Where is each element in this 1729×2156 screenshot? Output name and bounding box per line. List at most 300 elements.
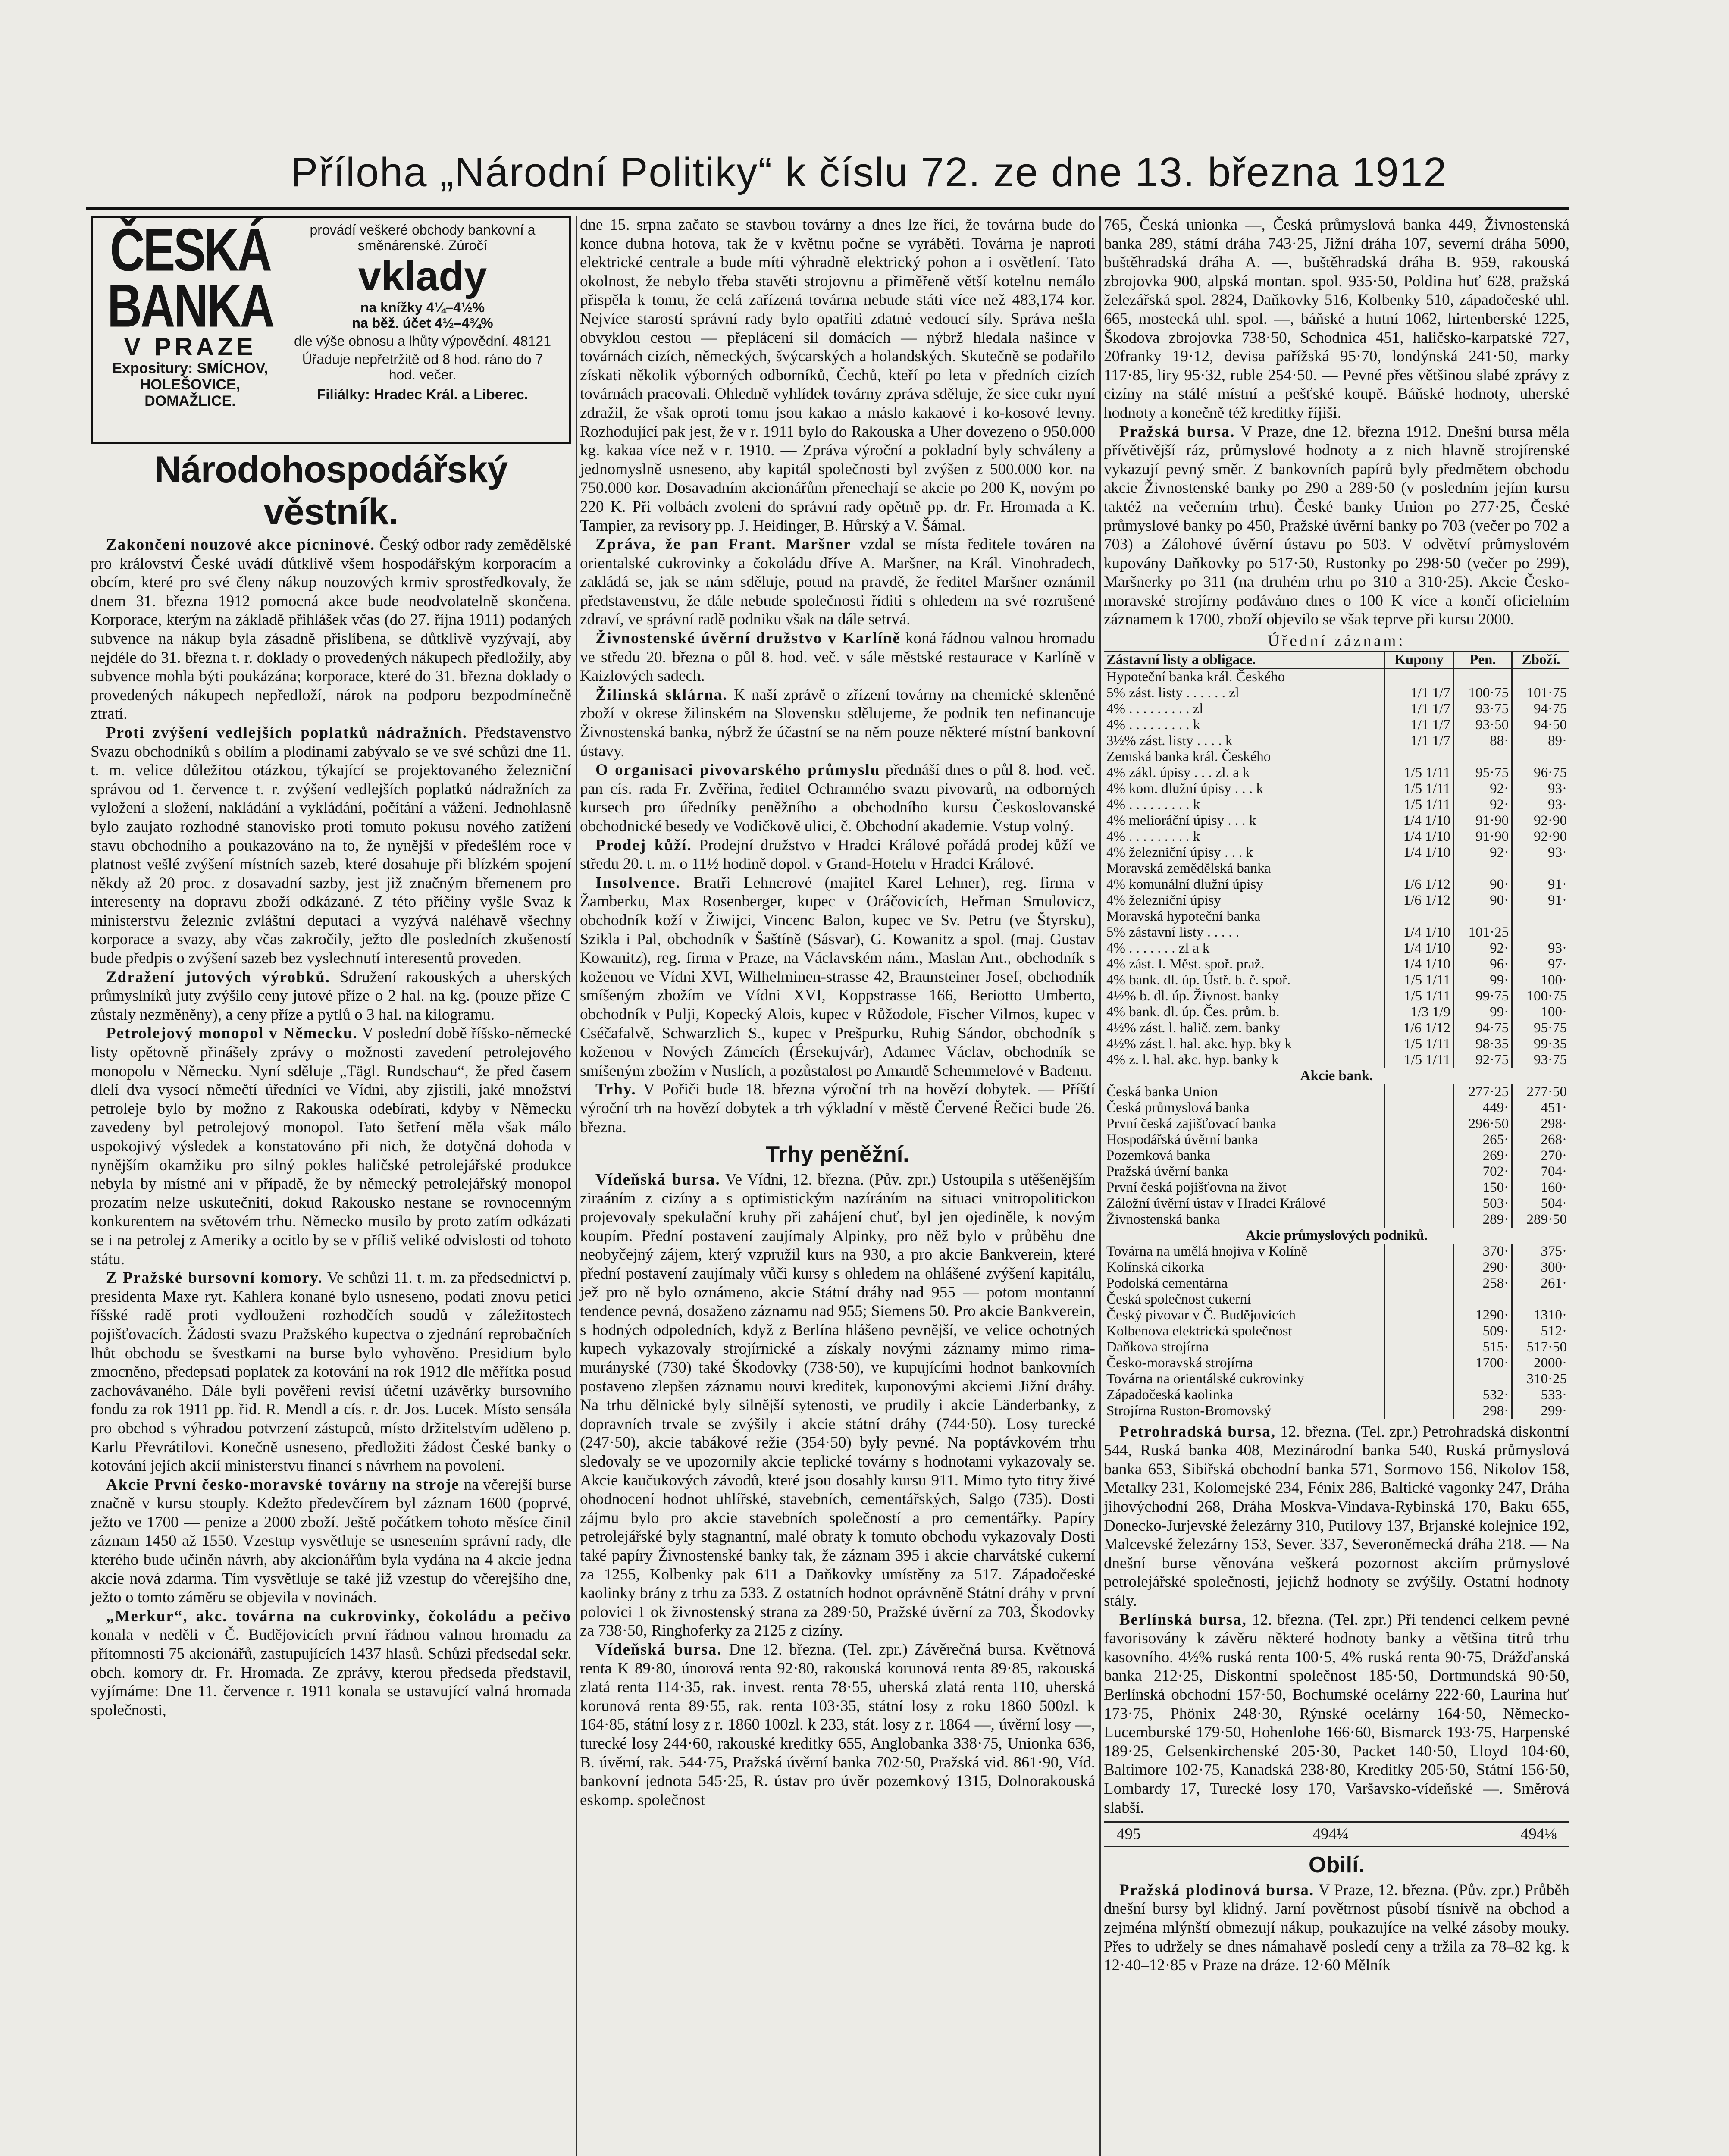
table-cell-zbozi: 533· xyxy=(1512,1387,1569,1403)
table-cell-zbozi: 99·35 xyxy=(1512,1036,1569,1052)
article-text: V Praze, dne 12. března 1912. Dnešní bursa měla přívětivější ráz, průmyslové hodnoty a z nich hlavně strojírenské vykazují pevný směr. Z bankovních papírů byly předmětem obchodu akcie Živnostenské banky po 290 a 289·50 (v posledním jejím kursu taktéž na večerním trhu). České banky Union po 277·25, České průmyslové banky po 450, Pražské úvěrní banky po 703 (večer po 702 a 703) a Zálohové úvěrní ústavu po 503. V odvětví průmyslovém kupovány Daňkovky po 517·50, Rustonky po 298·50 (večer po 299), Maršnerky po 311 (na druhém trhu po 310 a 310·25). Akcie Česko-moravské strojírny podáváno dnes o 100 K více a končí oficielním záznamem k 1700, zboží objevilo se však teprve při kursu 2000. xyxy=(1104,423,1569,629)
article-text: koná řádnou valnou hromadu ve středu 20. března o půl 8. hod. več. v sále městské restaurace v Karlíně v Kaizlových sadech. xyxy=(580,630,1096,685)
closing-mid: 494¼ xyxy=(1312,1825,1349,1843)
article-text: Dne 12. března. (Tel. zpr.) Závěrečná bursa. Květnová renta K 89·80, únorová renta 92·80, rakouská korunová renta 89·85, rakouská zlatá renta 114·35, rak. invest. renta 78·55, uherská zlatá renta 110, uherská korunová renta 89·55, rak. renta 103·35, státní losy z roku 1860 500zl. k 164·85, státní losy z r. 1860 100zl. k 233, stát. losy z r. 1864 —, úvěrní losy —, turecké losy 244·60, rakouské kreditky 655, Anglobanka 338·75, Unionka 636, B. úvěrní, rak. 544·75, Pražská úvěrní banka 702·50, Pražská vid. 861·90, Víd. bankovní jednota 545·25, R. ústav pro úvěr pozemkový 1315, Dolnorakouská eskomp. společnost xyxy=(580,1640,1095,1809)
table-cell-kupony: 1/1 1/7 xyxy=(1384,701,1453,717)
table-cell-zbozi: 93·75 xyxy=(1512,1052,1569,1068)
table-cell-pen: 90· xyxy=(1453,893,1512,909)
article xyxy=(580,535,1095,629)
table-cell-pen: 290· xyxy=(1453,1260,1512,1275)
table-header: Kupony xyxy=(1384,651,1453,668)
table-cell-pen: 503· xyxy=(1453,1196,1512,1212)
table-cell-pen xyxy=(1453,1291,1512,1307)
table-cell-zbozi: 270· xyxy=(1512,1148,1569,1164)
table-cell-name: Pozemková banka xyxy=(1106,1147,1211,1163)
table-cell-zbozi: 100· xyxy=(1512,972,1569,988)
table-row xyxy=(1104,909,1569,924)
article-title: Trhy. xyxy=(595,1081,636,1099)
table-header-row xyxy=(1104,651,1569,668)
table-cell-kupony: 1/4 1/10 xyxy=(1384,813,1453,829)
bank-advertisement xyxy=(91,216,571,444)
article-text: Prodejní družstvo v Hradci Králové pořádá prodej kůží ve středu 20. t. m. o 11½ hodině dopol. v Grand-Hotelu v Hradci Králové. xyxy=(580,836,1096,873)
table-cell-name: Český pivovar v Č. Budějovicích xyxy=(1106,1307,1296,1323)
rate-accounts: na běž. účet 4½–4¾% xyxy=(352,315,493,331)
table-cell-zbozi xyxy=(1512,668,1569,685)
table-section-row xyxy=(1104,1228,1569,1244)
article-text: Bratři Lehncrové (majitel Karel Lehner), reg. firma v Žamberku, Max Rosenberger, kupec v Oráčovicích, Heřman Smulovicz, obchodník koží v Žiwijci, Vincenc Balon, kupec ve Sv. Petru (ve Štyrsku), Szikla i Pal, obchodník v Šaštíně (Sásvar), G. Kowanitz a spol. (maj. Gustav Kowanitz), reg. firma v Praze, na Václavském nám., Maslan Ant., obchodník s koženou ve Vídni XVI, Wilhelminen-strasse 42, Braunsteiner Josef, obchodník smíšeným zbožím ve Vídni XVI, Koppstrasse 166, Beriotto Umberto, obchodník v Pulji, Kopecký Alois, kupec v Růžodole, Fischer Vilmos, kupec v Cséčafalvě, Schwarzlich S., kupec v Prešpurku, Ruhig Sándor, obchodník s koženou v Nových Zámcích (Érsekujvár), Adamec Václav, obchodník se smíšeným zbožím v Nuslích, a pozůstalost po Amandě Schemmelové v Badenu. xyxy=(580,874,1096,1080)
article-title: Žilinská sklárna. xyxy=(595,686,728,704)
table-cell-pen: 370· xyxy=(1453,1244,1512,1260)
article-text: Ve schůzi 11. t. m. za předsednictví p. presidenta Maxe ryt. Kahlera konané bylo usneseno, podati znovu petici říšské radě proti vydlouženi rozhodčích soudů v záležitostech pojišťovacích. Žádosti svazu Pražského kupectva o zjednání reprobačních lhůt obchodu se švestkami na burse bylo vyhověno. Presidium bylo zmocněno, předepsati poplatek za kotování na rok 1912 dle měřítka posud zachovávaného. Dále byli pověřeni revisí účetní uzávěrky bursovního fondu za rok 1911 pp. řid. R. Mendl a cís. r. dr. Jos. Lucek. Místo sensála pro obchod s výhradou potvrzení zástupců, místo držitelstvím uděleno p. Karlu Převrátilovi. Konečně usneseno, předložiti žádost České banky o kotování jejích akcií ministerstvu financí s návrhem na povolení. xyxy=(91,1269,571,1475)
table-cell-kupony: 1/5 1/11 xyxy=(1384,1052,1453,1068)
table-row xyxy=(1104,1180,1569,1196)
table-row xyxy=(1104,1100,1569,1116)
table-cell-kupony xyxy=(1384,1387,1453,1403)
bank-city: V PRAZE xyxy=(124,333,257,361)
table-section-row xyxy=(1104,1068,1569,1084)
table-cell-name: 4% komunální dlužní úpisy xyxy=(1106,876,1263,892)
closing-right: 494⅛ xyxy=(1520,1825,1557,1843)
table-cell-name: 5% zástavní listy . . . . . xyxy=(1106,924,1239,940)
table-cell-zbozi: 517·50 xyxy=(1512,1339,1569,1355)
article-title: Vídeňská bursa. xyxy=(595,1171,720,1189)
table-cell-kupony: 1/1 1/7 xyxy=(1384,685,1453,701)
closing-left: 495 xyxy=(1117,1825,1141,1843)
table-cell-name: Kolbenova elektrická společnost xyxy=(1106,1323,1292,1339)
table-cell-kupony xyxy=(1384,1164,1453,1180)
table-cell-name: 4% železniční úpisy . . . k xyxy=(1106,844,1253,860)
table-cell-pen: 702· xyxy=(1453,1164,1512,1180)
article xyxy=(580,216,1095,535)
table-row xyxy=(1104,1260,1569,1275)
table-cell-name: Hypoteční banka král. Českého xyxy=(1106,669,1285,685)
article-title: Z Pražské bursovní komory. xyxy=(106,1269,323,1287)
table-row xyxy=(1104,1291,1569,1307)
table-cell-pen: 92· xyxy=(1453,940,1512,956)
table-cell-pen: 1700· xyxy=(1453,1355,1512,1371)
table-row xyxy=(1104,797,1569,813)
article-text: vzdal se místa ředitele továren na orientalské cukrovinky a čokoládu dříve A. Maršner, na Král. Vinohradech, zakládá se, jak se nám sděluje, potud na pravdě, že ředitel Maršner oznámil představenstvu, že dále nebude společnosti říditi s ohledem na své rozrušené zdraví, ve správní radě podniku však na dále setrvá. xyxy=(580,536,1095,629)
table-cell-kupony xyxy=(1384,909,1453,924)
table-cell-name: Daňkova strojírna xyxy=(1106,1339,1209,1355)
table-row xyxy=(1104,924,1569,940)
table-cell-zbozi: 160· xyxy=(1512,1180,1569,1196)
table-cell-zbozi: 277·50 xyxy=(1512,1084,1569,1100)
table-row xyxy=(1104,765,1569,781)
table-cell-name: Továrna na orientálské cukrovinky xyxy=(1106,1371,1304,1387)
table-row xyxy=(1104,685,1569,701)
table-cell-kupony xyxy=(1384,1132,1453,1148)
table-cell-name: 4% . . . . . . . . . k xyxy=(1106,796,1200,812)
table-cell-zbozi: 375· xyxy=(1512,1244,1569,1260)
article-text: V Praze, 12. března. (Pův. zpr.) Průběh dnešní bursy byl klidný. Jarní povětrnost působí tísnivě na obchod a zejména mlýnští obmezují nákup, poukazujíce na velké zásoby mouky. Přes to udržely se dnes námahavě posledí ceny a tržila za 78–82 kg. k 12·40–12·85 v Praze na dráze. 12·60 Mělník xyxy=(1104,1881,1569,1974)
table-cell-pen: 1290· xyxy=(1453,1307,1512,1323)
table-cell-kupony: 1/1 1/7 xyxy=(1384,733,1453,749)
table-cell-name: Česká banka Union xyxy=(1106,1084,1218,1100)
table-cell-zbozi: 261· xyxy=(1512,1275,1569,1291)
table-cell-pen xyxy=(1453,749,1512,765)
table-cell-kupony: 1/5 1/11 xyxy=(1384,972,1453,988)
table-cell-kupony: 1/5 1/11 xyxy=(1384,765,1453,781)
table-cell-name: Pražská úvěrní banka xyxy=(1106,1163,1228,1179)
vklady-label: vklady xyxy=(358,253,487,299)
table-cell-zbozi: 268· xyxy=(1512,1132,1569,1148)
table-cell-pen: 90· xyxy=(1453,877,1512,893)
table-row xyxy=(1104,1275,1569,1291)
table-cell-pen: 92· xyxy=(1453,797,1512,813)
table-cell-kupony xyxy=(1384,1100,1453,1116)
table-cell-name: První česká zajišťovací banka xyxy=(1106,1116,1277,1131)
article xyxy=(91,1607,571,1720)
table-cell-zbozi: 101·75 xyxy=(1512,685,1569,701)
table-cell-zbozi: 91· xyxy=(1512,877,1569,893)
table-cell-zbozi: 299· xyxy=(1512,1403,1569,1419)
col1-articles xyxy=(91,536,571,1720)
table-row xyxy=(1104,956,1569,972)
article-text: Ve Vídni, 12. března. (Pův. zpr.) Ustoupila s utěšenějším ziraáním z cizíny a s optimistickým nazíráním na situaci vnitropolitickou projevovaly spekulační kruhy při zahájení chuť, byl jen ojediněle, k novým koupím. Přední postavení zaujímaly Alpinky, pro něž bylo v průběhu dne neobyčejný zájem, který vzpružil kurs na 930, a pro akcie Bankverein, které přední postavení zaujímaly vůči kursy s ohledem na ohlášené zvýšení kapitálu, jež pro ně bylo oznámeno, akcie Státní dráhy nad 955 — potom montanní tendence pevná, dosaženo záznamu nad 955; Siemens 50. Pro akcie Bankverein, s hodných odpoledních, když z Berlína hlášeno pevnější, ve velice ochotných kupech vykazovaly strojírnické a získaly novými záznamy mimo rima-murányské (730) také Škodovky (738·50), ve kupujícími hodnot bankovních postaveno zlepšen záznamu nouvi kreditek, kuponovými akciemi Jižní dráhy. Na trhu dělnické byly silnější sytenosti, ve prudily i akcie Länderbanky, z dopravních trvale se zvýšily i akcie státní dráhy (744·50). Losy turecké (247·50), akcie tabákové režie (354·50) byly pevné. Na poptávkovém trhu sledovaly se ve upozornily akcie teplické továrny s hodnotami vykazovaly se. Akcie kaučukových závodů, které jsou dosahly kursu 911. Mimo tyto titry živé ohodnocení hodnot uhlířské, stavebních, cementářských, Salgo (735). Dosti zájmu bylo pro akcie stavebních společností a pro cementářky. Papíry petrolejářské byly stagnantní, malé obraty k tomuto obchodu vykazovaly Dosti také papíry Živnostenské banky tak, že záznam 395 i akcie charvátské cukerní za 1255, Kolbenky pak 611 a Daňkovky umístěny za 517. Západočeské kaolinky brány z trhu za 533. Z ostatních hodnot oprávněně Státní dráhy v první polovici 1 ok živnostenský strana za 289·50, Pražské úvěrní za 703, Škodovky za 738·50, Ringhoferky za 2125 z cizíny. xyxy=(580,1171,1096,1640)
article-title: Vídeňská bursa. xyxy=(595,1640,722,1658)
rate-books: na knížky 4¼–4½% xyxy=(360,300,485,315)
table-cell-name: 4½% b. dl. úp. Živnost. banky xyxy=(1106,988,1279,1004)
article-title: Zdražení jutových výrobků. xyxy=(106,968,331,986)
table-cell-pen: 93·50 xyxy=(1453,717,1512,733)
table-cell-name: Česko-moravská strojírna xyxy=(1106,1355,1253,1371)
table-cell-pen: 100·75 xyxy=(1453,685,1512,701)
table-cell-kupony xyxy=(1384,749,1453,765)
table-cell-zbozi: 93· xyxy=(1512,781,1569,797)
table-cell-zbozi: 310·25 xyxy=(1512,1371,1569,1387)
column-divider-1 xyxy=(576,216,577,2156)
table-cell-pen: 296·50 xyxy=(1453,1116,1512,1132)
table-cell-name: 4% bank. dl. úp. Čes. prům. b. xyxy=(1106,1004,1280,1020)
table-row xyxy=(1104,1052,1569,1068)
table-cell-pen: 509· xyxy=(1453,1323,1512,1339)
table-cell-name: 4% železniční úpisy xyxy=(1106,892,1221,908)
table-row xyxy=(1104,1355,1569,1371)
table-row xyxy=(1104,861,1569,877)
table-cell-kupony xyxy=(1384,668,1453,685)
table-cell-pen: 98·35 xyxy=(1453,1036,1512,1052)
article-title: Živnostenské úvěrní družstvo v Karlíně xyxy=(595,630,901,648)
table-cell-name: 4% melioráční úpisy . . . k xyxy=(1106,812,1256,828)
table-row xyxy=(1104,1004,1569,1020)
table-row xyxy=(1104,940,1569,956)
table-title: Úřední záznam: xyxy=(1268,632,1406,650)
obili-heading: Obilí. xyxy=(1309,1852,1365,1877)
table-cell-name: Česká průmyslová banka xyxy=(1106,1100,1250,1116)
column-1 xyxy=(91,216,571,1720)
table-row xyxy=(1104,845,1569,861)
table-row xyxy=(1104,717,1569,733)
article-text: 12. března. (Tel. zpr.) Při tendenci celkem pevné favorisovány k závěru některé hodnoty banky a většina titrů trhu kasovního. 4½% ruská renta 100·5, 4% ruská renta 90·75, Drážďanská banka 212·25, Diskontní společnost 185·50, Dortmundská 90·50, Berlínská obchodní 157·50, Bochumské ocelárny 222·60, Laurina huť 173·75, Phönix 248·30, Rýnské ocelárny 164·50, Německo-Lucemburské 179·50, Hohenlohe 166·60, Bismarck 193·75, Harpenské 189·25, Gelsenkirchenské 205·30, Packet 140·50, Lloyd 104·60, Baltimore 102·75, Kanadská 238·80, Kreditky 205·50, Státní 156·50, Lombardy 17, Turecké losy 170, Varšavsko-vídeňské —. Směrová slabší. xyxy=(1104,1611,1569,1817)
table-row xyxy=(1104,813,1569,829)
table-cell-zbozi: 298· xyxy=(1512,1116,1569,1132)
column-2 xyxy=(580,216,1095,1809)
table-cell-zbozi: 300· xyxy=(1512,1260,1569,1275)
table-cell-kupony: 1/6 1/12 xyxy=(1384,893,1453,909)
table-cell-zbozi: 97· xyxy=(1512,956,1569,972)
table-cell-zbozi: 92·90 xyxy=(1512,829,1569,845)
table-row xyxy=(1104,1148,1569,1164)
table-cell-pen xyxy=(1453,668,1512,685)
table-cell-kupony: 1/6 1/12 xyxy=(1384,1020,1453,1036)
table-row xyxy=(1104,1036,1569,1052)
article xyxy=(91,968,571,1025)
table-cell-name: Zemská banka král. Českého xyxy=(1106,749,1271,765)
table-row xyxy=(1104,668,1569,685)
table-header: Zboží. xyxy=(1512,651,1569,668)
column-divider-2 xyxy=(1099,216,1101,2156)
table-cell-zbozi xyxy=(1512,924,1569,940)
table-cell-kupony xyxy=(1384,1196,1453,1212)
article-title: Insolvence. xyxy=(595,874,681,892)
article xyxy=(580,761,1095,836)
article-title: Proti zvýšení vedlejších poplatků nádražních. xyxy=(106,724,468,742)
table-cell-name: 4% . . . . . . . . . k xyxy=(1106,717,1200,733)
table-row xyxy=(1104,733,1569,749)
table-cell-pen: 101·25 xyxy=(1453,924,1512,940)
table-row xyxy=(1104,701,1569,717)
table-cell-name: Továrna na umělá hnojiva v Kolíně xyxy=(1106,1243,1307,1259)
table-cell-kupony: 1/6 1/12 xyxy=(1384,877,1453,893)
ad-left xyxy=(95,216,285,409)
table-row xyxy=(1104,1323,1569,1339)
table-cell-kupony: 1/5 1/11 xyxy=(1384,988,1453,1004)
table-cell-name: Živnostenská banka xyxy=(1106,1211,1220,1227)
article-title: Petrohradská bursa, xyxy=(1119,1423,1276,1441)
table-cell-kupony xyxy=(1384,1084,1453,1100)
table-cell-pen: 150· xyxy=(1453,1180,1512,1196)
article xyxy=(91,1024,571,1269)
table-cell-name: Česká společnost cukerní xyxy=(1106,1291,1251,1307)
table-cell-name: Kolínská cikorka xyxy=(1106,1259,1204,1275)
table-row xyxy=(1104,877,1569,893)
table-row xyxy=(1104,1307,1569,1323)
table-cell-pen: 265· xyxy=(1453,1132,1512,1148)
table-cell-kupony xyxy=(1384,1212,1453,1228)
article xyxy=(580,686,1095,761)
table-cell-zbozi: 704· xyxy=(1512,1164,1569,1180)
table-cell-pen xyxy=(1453,1371,1512,1387)
article-title: „Merkur“, akc. továrna na cukrovinky, čokoládu a pečivo xyxy=(106,1607,571,1625)
table-row xyxy=(1104,1020,1569,1036)
article xyxy=(580,1170,1095,1640)
table-row xyxy=(1104,1339,1569,1355)
table-row xyxy=(1104,893,1569,909)
header-rule xyxy=(86,207,1569,210)
table-cell-kupony: 1/4 1/10 xyxy=(1384,940,1453,956)
table-cell-pen: 92·75 xyxy=(1453,1052,1512,1068)
table-cell-pen: 91·90 xyxy=(1453,829,1512,845)
article xyxy=(1104,423,1569,630)
article-title: Zakončení nouzové akce pícninové. xyxy=(106,536,375,554)
column-3 xyxy=(1104,216,1569,1975)
article xyxy=(1104,1611,1569,1818)
table-cell-kupony xyxy=(1384,1275,1453,1291)
table-cell-zbozi xyxy=(1512,1291,1569,1307)
table-cell-name: 4% . . . . . . . . . zl xyxy=(1106,701,1203,717)
article xyxy=(580,1640,1095,1809)
table-header: Pen. xyxy=(1453,651,1512,668)
article-text: V poslední době říšsko-německé listy opětovně přinášely zprávy o možnosti zavedení petrolejového monopolu v Německu. Nyní sděluje „Tägl. Rundschau“, že před časem dlelí dva vysocí němečtí úředníci ve Vídni, aby zjistili, jaké množství petroleje bylo by možno z Rakouska odebírati, kdyby v Německu zavedeny byl petrolejový monopol. Tato šetření měla však málo uspokojivý výsledek a konstatováno při nich, že dotyčná dohoda v nynějším okamžiku pro silný pokles haličské petrolejářské produkce nebyla by místné ani v případě, že by německý petrolejářský monopol prozatím nelze uskutečniti, dokud Rakousko nestane se rovnocenným konkurentem na světovém trhu. Německo musilo by proto zatím odkázati se i na petrolej z Ameriky a ocitlo by se v příliš veliké odvislosti od tohoto státu. xyxy=(91,1025,571,1268)
article-text: K naší zprávě o zřízení továrny na chemické skleněné zboží v okrese žilinském na Slovensku sdělujeme, že podnik ten nefinancuje Živnostenská banka, nýbrž že účastní se na něm pouze některé místní bankovní ústavy. xyxy=(580,686,1095,760)
table-cell-pen: 92· xyxy=(1453,781,1512,797)
table-cell-zbozi: 89· xyxy=(1512,733,1569,749)
table-row xyxy=(1104,1116,1569,1132)
article xyxy=(580,629,1095,686)
table-cell-zbozi: 94·75 xyxy=(1512,701,1569,717)
table-cell-name: Moravská zemědělská banka xyxy=(1106,860,1271,876)
table-cell-pen: 298· xyxy=(1453,1403,1512,1419)
filialky: Filiálky: Hradec Král. a Liberec. xyxy=(317,386,528,402)
table-cell-name: Hospodářská úvěrní banka xyxy=(1106,1131,1258,1147)
table-cell-zbozi xyxy=(1512,861,1569,877)
bank-expositury: Expositury: SMÍCHOV, HOLEŠOVICE, DOMAŽLICE. xyxy=(112,360,268,409)
table-cell-kupony xyxy=(1384,1180,1453,1196)
table-cell-kupony xyxy=(1384,1260,1453,1275)
table-cell-name: 4% zákl. úpisy . . . zl. a k xyxy=(1106,765,1250,780)
table-cell-zbozi: 91· xyxy=(1512,893,1569,909)
table-cell-kupony xyxy=(1384,1244,1453,1260)
table-section-label: Akcie průmyslových podniků. xyxy=(1245,1227,1428,1243)
table-cell-name: 4½% zást. l. halič. zem. banky xyxy=(1106,1020,1281,1036)
table-row xyxy=(1104,1196,1569,1212)
header-title: Příloha „Národní Politiky“ k číslu 72. ze dne 13. března 1912 xyxy=(290,149,1447,195)
article xyxy=(580,1080,1095,1137)
table-cell-name: 4% . . . . . . . zl a k xyxy=(1106,940,1210,956)
section-heading: Národohospodářský věstník. xyxy=(154,449,508,533)
article-text: Český odbor rady zemědělské pro království České uvádí důtklivě všem hospodářským korporacím a obcím, které pro své členy nákup nouzových krmiv sprostředkovaly, že dnem 31. března 1912 pomocná akce bude neodvolatelně skončena. Korporace, kterým na základě přihlášek včas (do 27. října 1911) podaných subvence na nákup byla zásadně přislíbena, se důtklivě vyzývají, aby nejdéle do 31. března t. r. doklady o provedených nákupech předložily, aby subvence mohla býti poukázána; korporace, které do 31. března doklady o provedených nákupech nepředloží, nárok na podporu bezpodmínečně ztratí. xyxy=(91,536,571,723)
table-row xyxy=(1104,1387,1569,1403)
table-cell-kupony: 1/5 1/11 xyxy=(1384,1036,1453,1052)
office-hours: Úřaduje nepřetržitě od 8 hod. ráno do 7 hod. večer. xyxy=(302,351,543,382)
article-title: Berlínská bursa, xyxy=(1119,1611,1247,1629)
table-cell-name: Moravská hypoteční banka xyxy=(1106,908,1261,924)
article-text: V Pořiči bude 18. března výroční trh na hovězí dobytek. — Příští výroční trh na hovězí dobytek a trh výkladní v městě Červené Řečici bude 26. března. xyxy=(580,1081,1095,1136)
article-title: Zpráva, že pan Frant. Maršner xyxy=(595,536,851,554)
table-cell-kupony xyxy=(1384,1403,1453,1419)
table-cell-pen: 532· xyxy=(1453,1387,1512,1403)
table-cell-name: Podolská cementárna xyxy=(1106,1275,1228,1291)
article-text: na včerejší burse značně v kursu stouply. Kdežto předevčírem byl záznam 1600 (poprvé, ježto ve 1700 — penize a 2000 zboží. Ještě počátkem tohoto měsíce činil záznam 1450 až 1550. Vzestup vysvětluje se usnesením správní rady, dle kterého bude učiněn návrh, aby akcionářům byla vydána na 4 akcie jedna akcie nová zdarma. Tím vysvětluje se také již vzestup do včerejšího dne, ježto o tomto záměru se objevila v novinách. xyxy=(91,1476,571,1607)
article xyxy=(1104,216,1569,423)
article xyxy=(91,724,571,968)
table-cell-zbozi: 93· xyxy=(1512,797,1569,813)
table-cell-name: Strojírna Ruston-Bromovský xyxy=(1106,1403,1272,1419)
table-cell-pen: 94·75 xyxy=(1453,1020,1512,1036)
article-text: Sdružení rakouských a uherských průmyslníků juty zvýšilo ceny jutové příze o 2 hal. na kg. (pouze příze C zůstaly nezměněny), a ceny příze a pytlů o 3 hal. na kilogramu. xyxy=(91,968,572,1024)
table-cell-pen xyxy=(1453,861,1512,877)
article-text: Představenstvo Svazu obchodníků s obilím a plodinami zabývalo se ve své schůzi dne 11. t. m. velice důležitou otázkou, týkající se projektovaného železniční správou od 1. července t. r. zvýšení vedlejších poplatků nádražních za vyložení a složení, nakládání a vykládání, počítání a vážení. Jednohlasně bylo zaujato rozhodné stanovisko proti tomuto pokusu nového zatížení stavu obchodního a poukazováno na to, že nynější v předešlém roce v platnost vešlé zvýšení místních sazeb, které dosahuje při blízkém spojení někdy až 20 proc. z dosavadní sazby, jest již značným břemenem pro interesenty na dopravu zboží odkázané. Z této příčiny vyšle Svaz k ministerstvu železnic zvláštní deputaci a vyzývá naléhavě všechny korporace a svazy, aby včas zakročily, ježto dle posledních zkušeností bude předpis o zvýšení sazeb bez vyslechnutí interesentů proveden. xyxy=(91,724,572,968)
table-header: Zástavní listy a obligace. xyxy=(1104,651,1384,668)
table-cell-zbozi: 95·75 xyxy=(1512,1020,1569,1036)
table-cell-name: 4½% zást. l. hal. akc. hyp. bky k xyxy=(1106,1036,1292,1052)
table-row xyxy=(1104,749,1569,765)
table-row xyxy=(1104,829,1569,845)
article xyxy=(91,1476,571,1607)
table-cell-kupony: 1/5 1/11 xyxy=(1384,797,1453,813)
article xyxy=(91,536,571,724)
table-cell-kupony: 1/4 1/10 xyxy=(1384,845,1453,861)
trhy-penezni-heading: Trhy peněžní. xyxy=(766,1142,909,1167)
table-cell-kupony xyxy=(1384,1148,1453,1164)
table-cell-pen: 93·75 xyxy=(1453,701,1512,717)
table-cell-name: 4% z. l. hal. akc. hyp. banky k xyxy=(1106,1052,1279,1068)
table-cell-zbozi: 94·50 xyxy=(1512,717,1569,733)
table-cell-pen: 269· xyxy=(1453,1148,1512,1164)
table-cell-zbozi: 96·75 xyxy=(1512,765,1569,781)
table-section-label: Akcie bank. xyxy=(1300,1068,1373,1084)
table-cell-kupony xyxy=(1384,1371,1453,1387)
rates-table xyxy=(1104,651,1569,1419)
table-cell-pen xyxy=(1453,909,1512,924)
table-cell-kupony xyxy=(1384,1307,1453,1323)
table-cell-kupony xyxy=(1384,1116,1453,1132)
table-cell-name: 4% . . . . . . . . . k xyxy=(1106,828,1200,844)
table-cell-zbozi: 93· xyxy=(1512,845,1569,861)
article xyxy=(580,836,1095,874)
table-cell-zbozi: 92·90 xyxy=(1512,813,1569,829)
table-cell-name: Záložní úvěrní ústav v Hradci Králové xyxy=(1106,1195,1326,1211)
article xyxy=(1104,1423,1569,1611)
article-title: O organisaci pivovarského průmyslu xyxy=(595,761,880,779)
table-cell-zbozi: 289·50 xyxy=(1512,1212,1569,1228)
table-cell-pen: 449· xyxy=(1453,1100,1512,1116)
table-row xyxy=(1104,972,1569,988)
article-text: konala v neděli v Č. Budějovicích první řádnou valnou hromadu za přítomnosti 75 akcionářů, zastupujících 1437 hlasů. Schůzi předsedal sekr. obch. komory dr. Fr. Hromada. Ze zprávy, kterou předseda představil, vyjímáme: Dne 11. července r. 1911 konala se ustavující valná hromada společnosti, xyxy=(91,1626,571,1719)
table-row xyxy=(1104,1244,1569,1260)
table-cell-name: První česká pojišťovna na život xyxy=(1106,1179,1287,1195)
table-cell-zbozi: 93· xyxy=(1512,940,1569,956)
table-cell-zbozi xyxy=(1512,749,1569,765)
bank-services: provádí veškeré obchody bankovní a směnárenské. Zúročí xyxy=(310,222,536,253)
table-cell-pen: 96· xyxy=(1453,956,1512,972)
table-cell-zbozi: 100·75 xyxy=(1512,988,1569,1004)
ad-right xyxy=(291,222,554,402)
table-cell-name: Západočeská kaolinka xyxy=(1106,1387,1234,1403)
table-cell-pen: 258· xyxy=(1453,1275,1512,1291)
article-text: 12. března. (Tel. zpr.) Petrohradská diskontní 544, Ruská banka 408, Mezinárodní banka 540, Ruská průmyslová banka 653, Sibiřská obchodní banka 571, Sormovo 156, Nikolov 158, Metalky 231, Kolomejské 234, Fénix 286, Baltické vagonky 247, Dráha jihovýchodní 268, Dráha Moskva-Vindava-Rybinská 170, Baku 655, Donecko-Jurjevské železárny 310, Putilovy 137, Brjanské kolejnice 192, Malcevské železárny 153, Sever. 337, Severoněmecká dráha 218. — Na dnešní burse věnována veškerá pozornost akciím průmyslové petrolejářské společnosti, jejichž hodnoty se zvýšily. Ostatní hodnoty stály. xyxy=(1104,1423,1569,1610)
table-cell-zbozi: 100· xyxy=(1512,1004,1569,1020)
table-cell-kupony: 1/4 1/10 xyxy=(1384,829,1453,845)
table-row xyxy=(1104,1084,1569,1100)
table-row xyxy=(1104,1212,1569,1228)
table-cell-pen: 91·90 xyxy=(1453,813,1512,829)
table-cell-name: 4% zást. l. Měst. spoř. praž. xyxy=(1106,956,1265,972)
table-cell-kupony: 1/1 1/7 xyxy=(1384,717,1453,733)
table-cell-kupony xyxy=(1384,1323,1453,1339)
article xyxy=(1104,1881,1569,1975)
table-cell-name: 5% zást. listy . . . . . . zl xyxy=(1106,685,1239,701)
table-cell-pen: 277·25 xyxy=(1453,1084,1512,1100)
table-cell-name: 3½% zást. listy . . . . k xyxy=(1106,733,1233,749)
table-cell-pen: 92· xyxy=(1453,845,1512,861)
table-cell-kupony: 1/5 1/11 xyxy=(1384,781,1453,797)
table-cell-zbozi xyxy=(1512,909,1569,924)
table-cell-name: 4% bank. dl. úp. Ústř. b. č. spoř. xyxy=(1106,972,1291,988)
table-cell-pen: 88· xyxy=(1453,733,1512,749)
tax-note: dle výše obnosu a lhůty výpovědní. 48121 xyxy=(294,333,551,349)
table-row xyxy=(1104,1132,1569,1148)
table-cell-kupony: 1/4 1/10 xyxy=(1384,956,1453,972)
table-cell-kupony xyxy=(1384,861,1453,877)
table-cell-zbozi: 451· xyxy=(1512,1100,1569,1116)
table-cell-zbozi: 1310· xyxy=(1512,1307,1569,1323)
page-header xyxy=(151,149,1587,213)
table-row xyxy=(1104,1371,1569,1387)
table-cell-zbozi: 504· xyxy=(1512,1196,1569,1212)
table-cell-pen: 515· xyxy=(1453,1339,1512,1355)
